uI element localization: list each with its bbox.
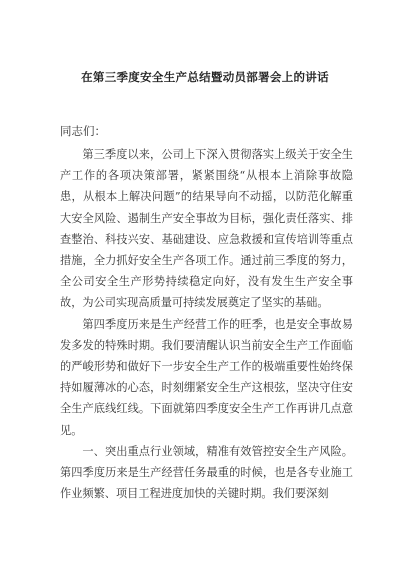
document-title: 在第三季度安全生产总结暨动员部署会上的讲话	[81, 70, 329, 84]
document-body	[60, 144, 353, 504]
paragraph-3: 一、突出重点行业领域，精准有效管控安全生产风险。第四季度历来是生产经营任务最重的时候，也是各专业施工作业频繁、项目工程进度加快的关键时期。我们要深刻	[60, 444, 353, 501]
paragraph-2: 第四季度历来是生产经营工作的旺季，也是安全事故易发多发的特殊时期。我们要清醒认识当前安全生产工作面临的严峻形势和做好下一步安全生产工作的极端重要性始终保持如履薄冰的心态，时刻绷紧安全生产这根弦，坚决守住安全生产底线红线。下面就第四季度安全生产工作再讲几点意见。	[60, 317, 353, 437]
salutation: 同志们：	[60, 124, 106, 138]
paragraph-1: 第三季度以来，公司上下深入贯彻落实上级关于安全生产工作的各项决策部署，紧紧围绕“从根本上消除事故隐患，从根本上解决问题”的结果导向不动摇，以防范化解重大安全风险、遏制生产安全事故为目标，强化责任落实、排查整治、科技兴安、基础建设、应急救援和宣传培训等重点措施，全力抓好安全生产各项工作。通过前三季度的努力，全公司安全生产形势持续稳定向好，没有发生生产安全事故，为公司实现高质量可持续发展奠定了坚实的基础。	[60, 148, 353, 310]
